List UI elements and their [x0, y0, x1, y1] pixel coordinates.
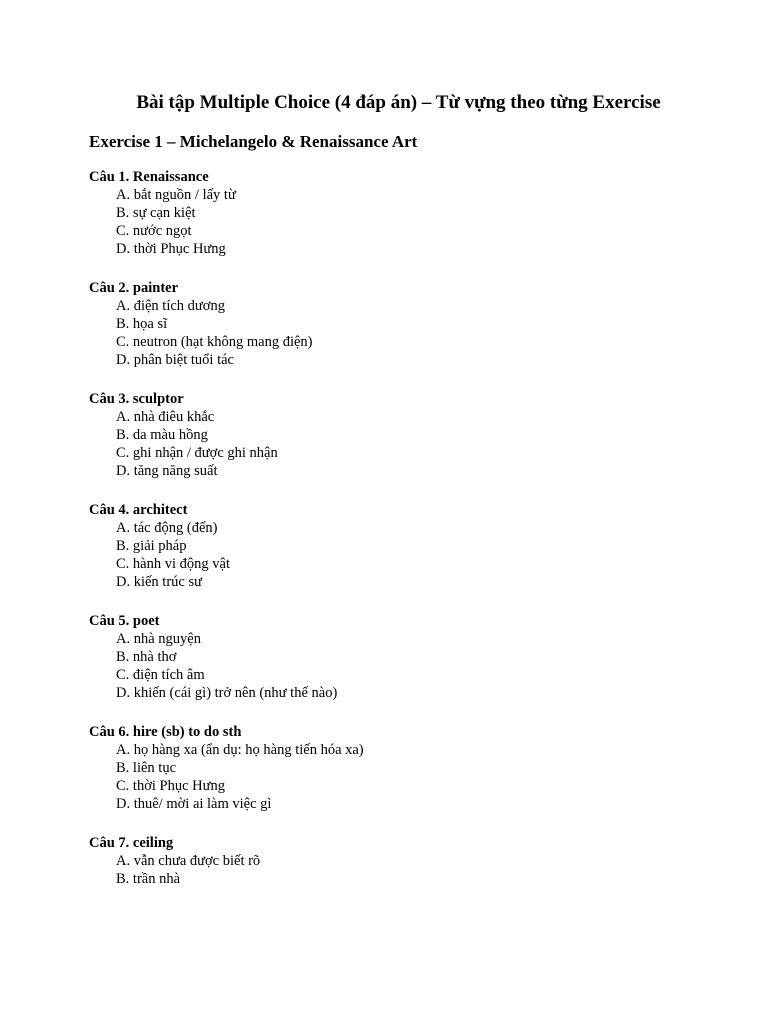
- answer-option-c: C. ghi nhận / được ghi nhận: [116, 445, 278, 461]
- answer-options: [89, 297, 708, 369]
- question-4: [89, 501, 708, 591]
- answer-option-c: C. điện tích âm: [116, 667, 205, 683]
- answer-option-d: D. kiến trúc sư: [116, 574, 202, 590]
- answer-option-c: C. hành vi động vật: [116, 556, 230, 572]
- answer-option-b: B. trần nhà: [116, 871, 181, 887]
- answer-option-b: B. liên tục: [116, 760, 177, 776]
- question-2: [89, 279, 708, 369]
- question-3: [89, 390, 708, 480]
- question-6: [89, 723, 708, 813]
- answer-option-b: B. họa sĩ: [116, 316, 168, 332]
- question-label: Câu 2. painter: [89, 280, 179, 296]
- question-label: Câu 6. hire (sb) to do sth: [89, 724, 242, 740]
- answer-option-b: B. sự cạn kiệt: [116, 205, 196, 221]
- answer-options: [89, 741, 708, 813]
- answer-option-a: A. nhà nguyện: [116, 631, 201, 647]
- answer-option-c: C. thời Phục Hưng: [116, 778, 225, 794]
- answer-options: [89, 630, 708, 702]
- question-label: Câu 1. Renaissance: [89, 169, 209, 185]
- question-label: Câu 3. sculptor: [89, 391, 184, 407]
- document-title: Bài tập Multiple Choice (4 đáp án) – Từ vựng theo từng Exercise: [136, 92, 661, 113]
- answer-option-a: A. điện tích dương: [116, 298, 225, 314]
- question-label: Câu 5. poet: [89, 613, 160, 629]
- answer-option-a: A. tác động (đến): [116, 520, 218, 536]
- answer-option-c: C. nước ngọt: [116, 223, 192, 239]
- answer-option-b: B. da màu hồng: [116, 427, 208, 443]
- answer-option-d: D. khiến (cái gì) trở nên (như thế nào): [116, 685, 338, 701]
- question-5: [89, 612, 708, 702]
- answer-option-a: A. họ hàng xa (ẩn dụ: họ hàng tiến hóa xa): [116, 742, 364, 758]
- exercise-title: Exercise 1 – Michelangelo & Renaissance Art: [89, 132, 418, 151]
- answer-option-d: D. thời Phục Hưng: [116, 241, 226, 257]
- answer-option-b: B. nhà thơ: [116, 649, 177, 665]
- answer-option-d: D. phân biệt tuổi tác: [116, 352, 234, 368]
- answer-option-d: D. tăng năng suất: [116, 463, 218, 479]
- answer-option-a: A. vẫn chưa được biết rõ: [116, 853, 261, 869]
- answer-option-a: A. nhà điêu khắc: [116, 409, 215, 425]
- answer-options: [89, 408, 708, 480]
- answer-option-d: D. thuê/ mời ai làm việc gì: [116, 796, 272, 812]
- answer-option-a: A. bắt nguồn / lấy từ: [116, 187, 236, 203]
- question-label: Câu 4. architect: [89, 502, 188, 518]
- question-1: [89, 168, 708, 258]
- answer-options: [89, 852, 708, 888]
- question-label: Câu 7. ceiling: [89, 835, 174, 851]
- answer-option-b: B. giải pháp: [116, 538, 187, 554]
- question-7: [89, 834, 708, 888]
- answer-options: [89, 186, 708, 258]
- answer-option-c: C. neutron (hạt không mang điện): [116, 334, 313, 350]
- answer-options: [89, 519, 708, 591]
